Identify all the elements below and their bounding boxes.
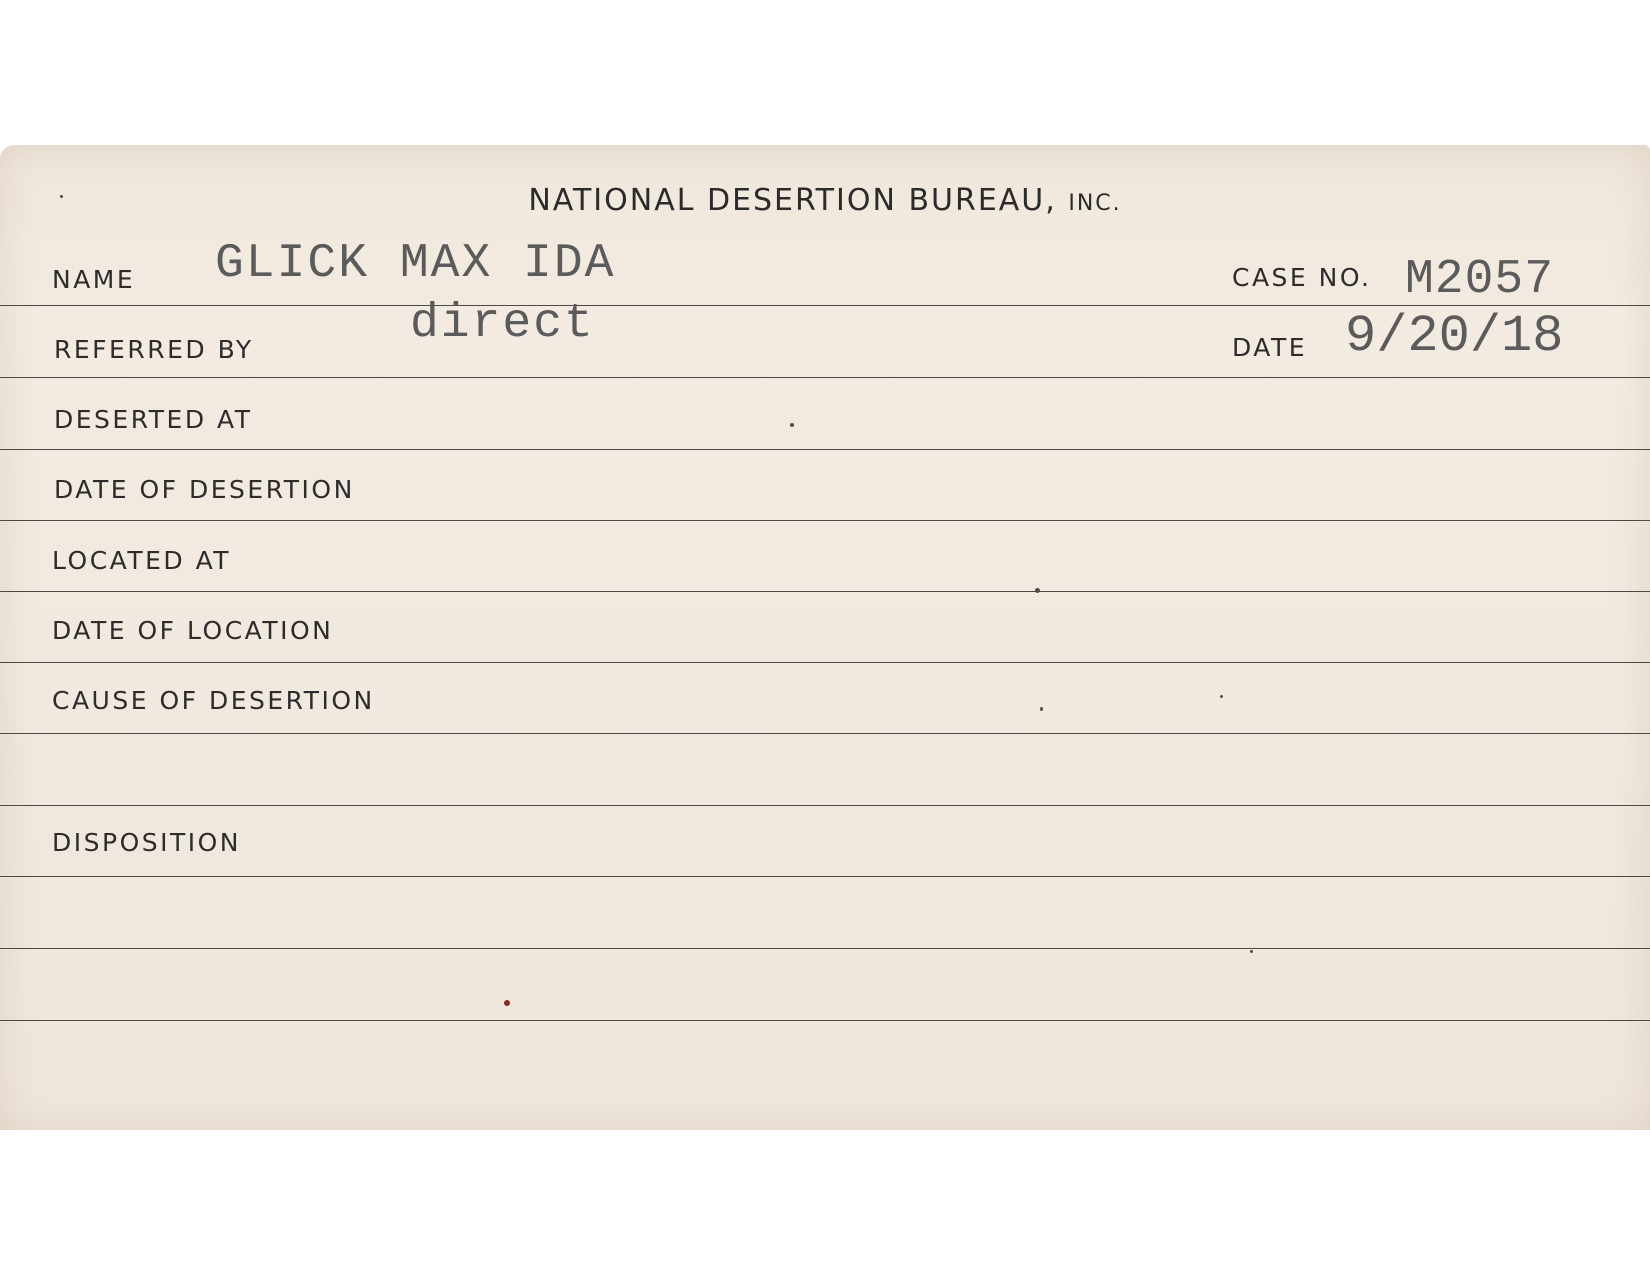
line-divider — [0, 662, 1650, 663]
deserted-at-label: DESERTED AT — [54, 405, 253, 434]
paper-speck — [1250, 950, 1253, 953]
referred-by-value: direct — [410, 297, 595, 351]
line-divider — [0, 805, 1650, 806]
paper-speck — [790, 423, 794, 427]
card-header — [0, 183, 1650, 218]
line-divider — [0, 305, 1650, 306]
located-at-label: LOCATED AT — [52, 546, 232, 575]
line-divider — [0, 377, 1650, 378]
name-label: NAME — [52, 265, 136, 294]
bureau-name: NATIONAL DESERTION BUREAU, — [528, 183, 1057, 218]
date-label: DATE — [1232, 333, 1308, 362]
case-no-value: M2057 — [1405, 253, 1555, 307]
index-card — [0, 145, 1650, 1130]
paper-speck — [1040, 707, 1043, 711]
paper-speck — [504, 1000, 510, 1006]
line-divider — [0, 591, 1650, 592]
paper-speck — [1220, 695, 1223, 698]
line-divider — [0, 948, 1650, 949]
bureau-suffix: INC. — [1068, 191, 1122, 216]
line-divider — [0, 733, 1650, 734]
date-value: 9/20/18 — [1345, 307, 1564, 366]
line-divider — [0, 1020, 1650, 1021]
cause-of-desertion-label: CAUSE OF DESERTION — [52, 686, 375, 715]
date-of-location-label: DATE OF LOCATION — [52, 616, 334, 645]
disposition-label: DISPOSITION — [52, 828, 242, 857]
line-divider — [0, 876, 1650, 877]
date-of-desertion-label: DATE OF DESERTION — [54, 475, 355, 504]
line-divider — [0, 449, 1650, 450]
line-divider — [0, 520, 1650, 521]
name-value: GLICK MAX IDA — [215, 237, 616, 291]
referred-by-label: REFERRED BY — [54, 335, 254, 364]
case-no-label: CASE NO. — [1232, 263, 1372, 292]
